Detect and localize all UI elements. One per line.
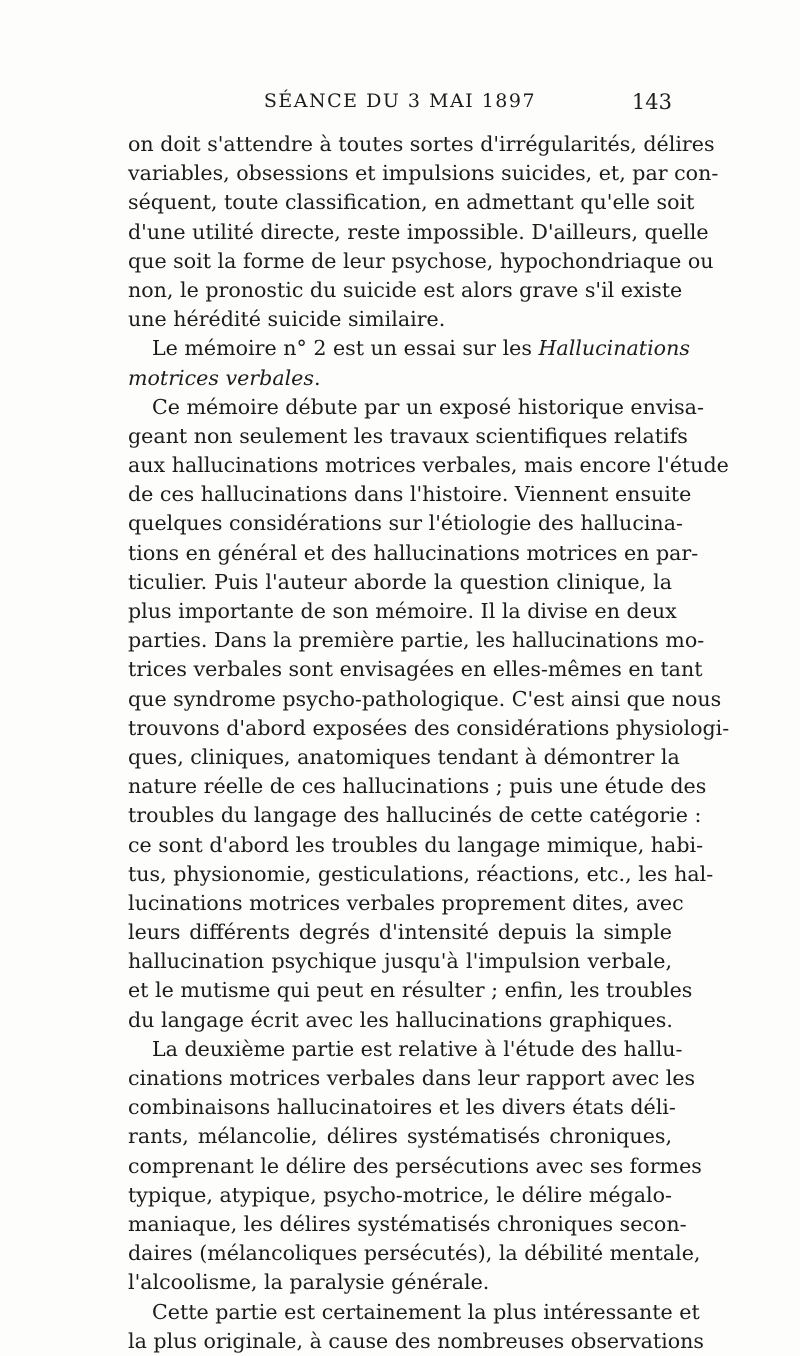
running-title: SÉANCE DU 3 MAI 1897: [263, 90, 537, 112]
text-line: [128, 597, 677, 626]
text-line: [128, 685, 722, 714]
text-line: [128, 509, 683, 538]
line-text: variables, obsessions et impulsions suicides, et, par con-: [128, 161, 719, 186]
text-line: [128, 568, 672, 597]
text-line: [128, 1210, 687, 1239]
text-line: [128, 743, 680, 772]
line-text: plus importante de son mémoire. Il la divise en deux: [128, 599, 677, 623]
line-text: d'une utilité directe, reste impossible. D'ailleurs, quelle: [128, 219, 709, 244]
text-line: [128, 451, 729, 480]
text-line: [128, 918, 672, 947]
text-line: [128, 1239, 701, 1268]
text-line: [128, 1327, 704, 1356]
text-line: [128, 480, 692, 509]
text-line: [128, 393, 704, 422]
line-text: une hérédité suicide similaire.: [128, 307, 446, 332]
text-line: [128, 889, 684, 918]
line-text: Cette partie est certainement la plus intéressante et: [152, 1299, 700, 1324]
text-line: [128, 655, 703, 684]
line-text: cinations motrices verbales dans leur rapport avec les: [128, 1066, 696, 1090]
text-line: [128, 276, 683, 305]
text-line: [128, 218, 709, 247]
text-line: [128, 1152, 702, 1181]
line-text: quelques considérations sur l'étiologie des hallucina-: [128, 511, 683, 536]
text-line: [128, 1064, 696, 1093]
line-text: on doit s'attendre à toutes sortes d'irrégularités, délires: [128, 132, 715, 156]
line-text: trouvons d'abord exposées des considérations physiologi-: [128, 715, 730, 740]
line-text: combinaisons hallucinatoires et les divers états déli-: [128, 1095, 676, 1120]
line-text: tions en général et des hallucinations motrices en par-: [128, 540, 699, 565]
text-line: [128, 305, 672, 334]
line-text: La deuxième partie est relative à l'étude des hallu-: [152, 1036, 683, 1061]
text-line: [128, 1093, 676, 1122]
text-line: [128, 188, 695, 217]
line-text: maniaque, les délires systématisés chroniques secon-: [128, 1211, 687, 1236]
line-text: non, le pronostic du suicide est alors grave s'il existe: [128, 277, 683, 302]
text-line: [128, 1006, 672, 1035]
text-line: [128, 130, 715, 159]
text-line: [128, 159, 719, 188]
line-text: Ce mémoire débute par un exposé historique envisa-: [152, 394, 704, 419]
line-text: typique, atypique, psycho-motrice, le délire mégalo-: [128, 1182, 672, 1207]
line-text: ce sont d'abord les troubles du langage mimique, habi-: [128, 832, 704, 857]
line-text: l'alcoolisme, la paralysie générale.: [128, 1270, 490, 1295]
text-line: [128, 422, 688, 451]
line-text: et le mutisme qui peut en résulter ; enfin, les troubles: [128, 978, 693, 1003]
italic-title: motrices verbales: [128, 365, 314, 390]
line-text: geant non seulement les travaux scientifiques relatifs: [128, 423, 688, 448]
line-text: nature réelle de ces hallucinations ; puis une étude des: [128, 774, 707, 799]
body-text: [128, 130, 730, 1356]
text-line: [128, 1298, 700, 1327]
text-line: [128, 539, 699, 568]
text-line: [128, 714, 730, 743]
text-line: [128, 1035, 683, 1064]
line-text-after: .: [313, 365, 321, 390]
line-text: trices verbales sont envisagées en elles-mêmes en tant: [128, 657, 703, 682]
page-number: 143: [631, 90, 672, 114]
line-text: que soit la forme de leur psychose, hypochondriaque ou: [128, 248, 714, 273]
text-line: [128, 1122, 672, 1151]
line-text: troubles du langage des hallucinés de cette catégorie :: [128, 803, 702, 828]
line-text: aux hallucinations motrices verbales, mais encore l'étude: [128, 453, 729, 478]
line-text: leurs différents degrés d'intensité depuis la simple: [128, 920, 672, 945]
line-text: rants, mélancolie, délires systématisés chroniques,: [128, 1124, 672, 1149]
line-text: de ces hallucinations dans l'histoire. Viennent ensuite: [128, 482, 692, 507]
text-line: [128, 626, 705, 655]
line-text: ticulier. Puis l'auteur aborde la question clinique, la: [128, 569, 672, 594]
text-line: [128, 1181, 672, 1210]
text-line: [128, 801, 702, 830]
text-line: [128, 860, 714, 889]
line-text: hallucination psychique jusqu'à l'impulsion verbale,: [128, 949, 672, 974]
text-line: [128, 772, 707, 801]
line-text: la plus originale, à cause des nombreuses observations: [128, 1328, 704, 1353]
line-text: daires (mélancoliques persécutés), la débilité mentale,: [128, 1241, 701, 1266]
line-text: séquent, toute classification, en admettant qu'elle soit: [128, 190, 695, 215]
page-header: [128, 90, 672, 120]
text-line: [128, 1268, 672, 1297]
text-line: [128, 976, 693, 1005]
line-text: que syndrome psycho-pathologique. C'est ainsi que nous: [128, 686, 722, 711]
text-line: [128, 831, 704, 860]
text-line: [128, 947, 672, 976]
line-text: comprenant le délire des persécutions avec ses formes: [128, 1153, 702, 1178]
italic-title: Hallucinations: [538, 336, 690, 361]
line-text: lucinations motrices verbales proprement dites, avec: [128, 890, 684, 915]
line-text: du langage écrit avec les hallucinations graphiques.: [128, 1007, 673, 1032]
line-text: Le mémoire n° 2 est un essai sur les: [152, 336, 539, 361]
text-line: [128, 247, 714, 276]
line-text: ques, cliniques, anatomiques tendant à démontrer la: [128, 744, 680, 769]
line-text: tus, physionomie, gesticulations, réactions, etc., les hal-: [128, 861, 714, 886]
text-line: [128, 364, 672, 393]
line-text: parties. Dans la première partie, les hallucinations mo-: [128, 628, 705, 653]
text-line: [128, 334, 690, 363]
